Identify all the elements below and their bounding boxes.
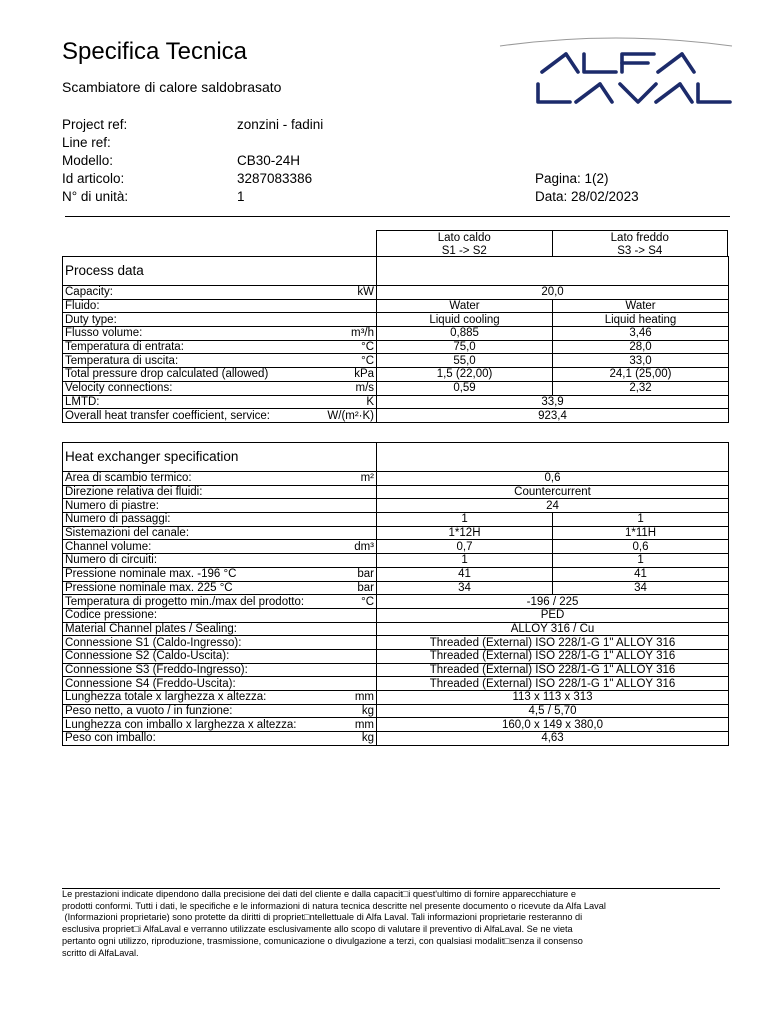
cold-side-value: 34: [553, 581, 729, 595]
meta-row-project: [62, 116, 702, 134]
row-unit: kPa: [317, 368, 377, 382]
cold-side-value: 1*11H: [553, 526, 729, 540]
document-meta: [62, 116, 702, 206]
hot-side-value: 34: [377, 581, 553, 595]
model-label: Modello:: [62, 153, 114, 168]
row-value: 160,0 x 149 x 380,0: [377, 718, 729, 732]
process-section-title: Process data: [63, 257, 377, 286]
table-row: [63, 581, 729, 595]
row-unit: [317, 499, 377, 513]
row-unit: °C: [317, 595, 377, 609]
row-unit: [317, 649, 377, 663]
disclaimer-line: scritto di AlfaLaval.: [62, 947, 139, 958]
row-unit: [317, 299, 377, 313]
cold-side-path: S3 -> S4: [617, 245, 663, 257]
hot-side-value: 0,885: [377, 327, 553, 341]
table-row: [63, 540, 729, 554]
cold-side-header: [552, 231, 728, 256]
table-row: [63, 485, 729, 499]
table-row: [63, 677, 729, 691]
row-label: Pressione nominale max. 225 °C: [63, 581, 317, 595]
row-label: Codice pressione:: [63, 608, 317, 622]
table-row: [63, 691, 729, 705]
row-unit: bar: [317, 581, 377, 595]
table-row: [63, 608, 729, 622]
row-value: 0,6: [377, 472, 729, 486]
hot-side-header: [377, 231, 552, 256]
cold-side-value: Water: [553, 299, 729, 313]
row-label: Connessione S4 (Freddo-Uscita):: [63, 677, 317, 691]
row-value: Threaded (External) ISO 228/1-G 1" ALLOY 316: [377, 663, 729, 677]
row-unit: [317, 636, 377, 650]
header-divider: [65, 216, 730, 217]
disclaimer-line: prodotti conformi. Tutti i dati, le specifiche e le informazioni di natura tecnica descritte nel presente documento o ricevute da Alfa Laval: [62, 900, 606, 911]
side-header: [376, 230, 728, 257]
hot-side-value: 0,59: [377, 381, 553, 395]
row-unit: m²: [317, 472, 377, 486]
table-row: [63, 299, 729, 313]
row-unit: [317, 622, 377, 636]
table-row: [63, 595, 729, 609]
table-row: [63, 381, 729, 395]
hx-section-title: Heat exchanger specification: [63, 443, 377, 472]
table-row: [63, 354, 729, 368]
row-label: Sistemazioni del canale:: [63, 526, 317, 540]
table-row: [63, 554, 729, 568]
row-unit: [317, 663, 377, 677]
project-ref-label: Project ref:: [62, 117, 128, 132]
row-unit: [317, 554, 377, 568]
page-number: Pagina: 1(2): [535, 171, 609, 186]
hot-side-value: 1*12H: [377, 526, 553, 540]
row-label: Overall heat transfer coefficient, service:: [63, 409, 317, 423]
table-row: [63, 622, 729, 636]
table-row: [63, 567, 729, 581]
row-label: Total pressure drop calculated (allowed): [63, 368, 317, 382]
row-label: Flusso volume:: [63, 327, 317, 341]
hot-side-value: 1,5 (22,00): [377, 368, 553, 382]
row-unit: m³/h: [317, 327, 377, 341]
row-unit: [317, 526, 377, 540]
table-row: [63, 649, 729, 663]
table-row: [63, 340, 729, 354]
hx-spec-table: [62, 442, 729, 746]
meta-row-line: [62, 134, 702, 152]
hx-section-header: [63, 443, 729, 472]
meta-row-model: [62, 152, 702, 170]
row-value: Threaded (External) ISO 228/1-G 1" ALLOY 316: [377, 677, 729, 691]
row-unit: m/s: [317, 381, 377, 395]
cold-side-value: 2,32: [553, 381, 729, 395]
table-row: [63, 368, 729, 382]
units-value: 1: [237, 189, 245, 204]
cold-side-value: 33,0: [553, 354, 729, 368]
row-unit: [317, 485, 377, 499]
table-row: [63, 313, 729, 327]
row-label: Peso con imballo:: [63, 732, 317, 746]
row-label: Lunghezza totale x larghezza x altezza:: [63, 691, 317, 705]
row-unit: kg: [317, 704, 377, 718]
page-subtitle: Scambiatore di calore saldobrasato: [62, 79, 282, 95]
row-value: Threaded (External) ISO 228/1-G 1" ALLOY 316: [377, 636, 729, 650]
row-label: Temperatura di progetto min./max del prodotto:: [63, 595, 317, 609]
row-value: 33,9: [377, 395, 729, 409]
hot-side-value: 0,7: [377, 540, 553, 554]
row-unit: kg: [317, 732, 377, 746]
row-label: Temperatura di uscita:: [63, 354, 317, 368]
table-row: [63, 499, 729, 513]
disclaimer-line: esclusiva propriet□i AlfaLaval e verranno utilizzate esclusivamente allo scopo di valutare il preventivo di AlfaLaval. Se ne vieta: [62, 924, 573, 935]
row-value: 4,63: [377, 732, 729, 746]
cold-side-label: Lato freddo: [610, 232, 669, 244]
table-row: [63, 327, 729, 341]
cold-side-value: 0,6: [553, 540, 729, 554]
process-data-table: [62, 256, 729, 423]
row-value: ALLOY 316 / Cu: [377, 622, 729, 636]
row-value: 113 x 113 x 313: [377, 691, 729, 705]
hot-side-value: Water: [377, 299, 553, 313]
alfa-laval-logo: [498, 36, 734, 110]
cold-side-value: Liquid heating: [553, 313, 729, 327]
disclaimer-line: (Informazioni proprietarie) sono protette da diritti di propriet□ntellettuale di Alfa Laval. Tali informazioni proprietarie resteranno di: [62, 912, 583, 923]
row-label: Pressione nominale max. -196 °C: [63, 567, 317, 581]
row-value: -196 / 225: [377, 595, 729, 609]
row-label: Duty type:: [63, 313, 317, 327]
row-unit: W/(m²·K): [317, 409, 377, 423]
row-value: PED: [377, 608, 729, 622]
row-label: Numero di passaggi:: [63, 513, 317, 527]
page-title: Specifica Tecnica: [62, 38, 247, 65]
units-label: N° di unità:: [62, 189, 129, 204]
row-unit: mm: [317, 718, 377, 732]
disclaimer-line: pertanto ogni utilizzo, riproduzione, trasmissione, comunicazione o divulgazione a terzi, con qualsiasi modalit□senza il consenso: [62, 935, 583, 946]
table-row: [63, 513, 729, 527]
table-row: [63, 472, 729, 486]
row-value: 20,0: [377, 286, 729, 300]
table-row: [63, 663, 729, 677]
row-label: Connessione S2 (Caldo-Uscita):: [63, 649, 317, 663]
row-unit: mm: [317, 691, 377, 705]
row-label: Peso netto, a vuoto / in funzione:: [63, 704, 317, 718]
cold-side-value: 24,1 (25,00): [553, 368, 729, 382]
row-value: 4,5 / 5,70: [377, 704, 729, 718]
hot-side-path: S1 -> S2: [441, 245, 487, 257]
row-unit: [317, 677, 377, 691]
cold-side-value: 3,46: [553, 327, 729, 341]
cold-side-value: 28,0: [553, 340, 729, 354]
row-label: LMTD:: [63, 395, 317, 409]
row-label: Direzione relativa dei fluidi:: [63, 485, 317, 499]
row-value: Threaded (External) ISO 228/1-G 1" ALLOY 316: [377, 649, 729, 663]
disclaimer-footer: [62, 889, 722, 959]
table-row: [63, 409, 729, 423]
row-value: 24: [377, 499, 729, 513]
cold-side-value: 1: [553, 513, 729, 527]
table-row: [63, 395, 729, 409]
table-row: [63, 526, 729, 540]
row-label: Material Channel plates / Sealing:: [63, 622, 317, 636]
article-label: Id articolo:: [62, 171, 125, 186]
line-ref-label: Line ref:: [62, 135, 111, 150]
project-ref-value: zonzini - fadini: [237, 117, 324, 132]
row-label: Connessione S1 (Caldo-Ingresso):: [63, 636, 317, 650]
table-row: [63, 718, 729, 732]
row-unit: [317, 313, 377, 327]
row-label: Fluido:: [63, 299, 317, 313]
hot-side-value: 41: [377, 567, 553, 581]
row-unit: kW: [317, 286, 377, 300]
cold-side-value: 1: [553, 554, 729, 568]
row-unit: [317, 513, 377, 527]
article-value: 3287083386: [237, 171, 313, 186]
row-label: Channel volume:: [63, 540, 317, 554]
row-unit: K: [317, 395, 377, 409]
table-row: [63, 732, 729, 746]
row-unit: dm³: [317, 540, 377, 554]
hot-side-value: 1: [377, 513, 553, 527]
row-label: Temperatura di entrata:: [63, 340, 317, 354]
table-row: [63, 286, 729, 300]
row-label: Area di scambio termico:: [63, 472, 317, 486]
disclaimer-line: Le prestazioni indicate dipendono dalla precisione dei dati del cliente e dalla capacit□i quest'ultimo di fornire apparecchiature e: [62, 889, 576, 899]
table-row: [63, 636, 729, 650]
row-unit: °C: [317, 354, 377, 368]
hot-side-label: Lato caldo: [437, 232, 491, 244]
row-unit: °C: [317, 340, 377, 354]
row-label: Capacity:: [63, 286, 317, 300]
row-unit: bar: [317, 567, 377, 581]
meta-row-units: [62, 188, 702, 206]
document-date: Data: 28/02/2023: [535, 189, 639, 204]
model-value: CB30-24H: [237, 153, 301, 168]
meta-row-article: [62, 170, 702, 188]
row-value: 923,4: [377, 409, 729, 423]
row-label: Connessione S3 (Freddo-Ingresso):: [63, 663, 317, 677]
row-value: Countercurrent: [377, 485, 729, 499]
table-row: [63, 704, 729, 718]
hot-side-value: 75,0: [377, 340, 553, 354]
row-label: Lunghezza con imballo x larghezza x altezza:: [63, 718, 317, 732]
process-section-header: [63, 257, 729, 286]
hot-side-value: 1: [377, 554, 553, 568]
hot-side-value: 55,0: [377, 354, 553, 368]
cold-side-value: 41: [553, 567, 729, 581]
row-label: Velocity connections:: [63, 381, 317, 395]
hot-side-value: Liquid cooling: [377, 313, 553, 327]
row-label: Numero di piastre:: [63, 499, 317, 513]
row-unit: [317, 608, 377, 622]
row-label: Numero di circuiti:: [63, 554, 317, 568]
